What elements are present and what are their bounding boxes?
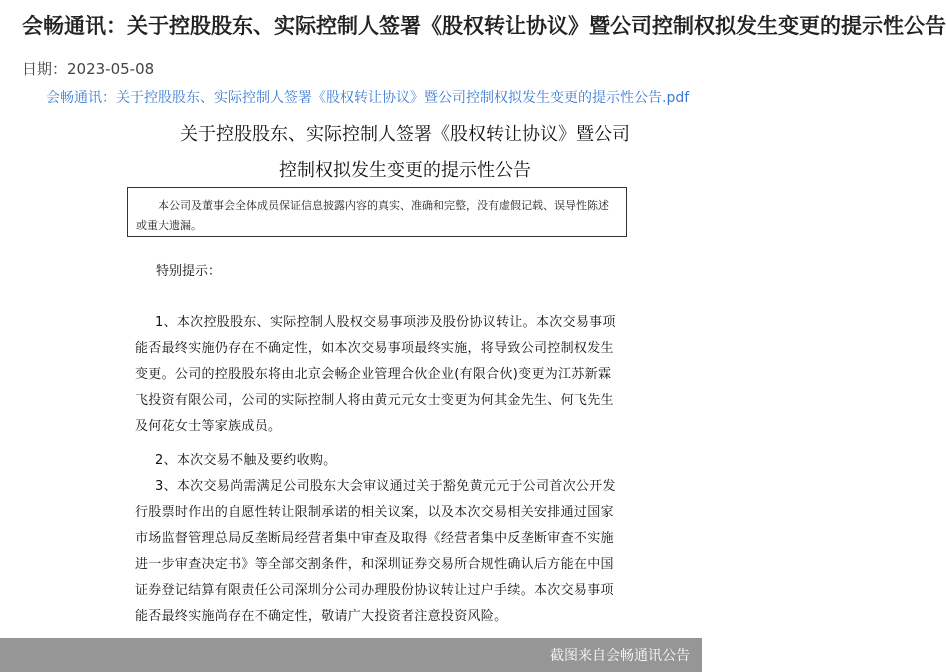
paragraph-3: 3、本次交易尚需满足公司股东大会审议通过关于豁免黄元元于公司首次公开发行股票时作出的自愿性转让限制承诺的相关议案，以及本次交易相关安排通过国家市场监督管理总局反垄断局经营者集中审查及取得《经营者集中反垄断审查不实施进一步审查决定书》等全部交割条件，和深圳证券交易所合规性确认后方能在中国证券登记结算有限责任公司深圳分公司办理股份协议转让过户手续。本次交易事项能否最终实施尚存在不确定性，敬请广大投资者注意投资风险。	[135, 479, 616, 624]
paragraph-1: 1、本次控股股东、实际控制人股权交易事项涉及股份协议转让。本次交易事项能否最终实施仍存在不确定性，如本次交易事项最终实施，将导致公司控制权发生变更。公司的控股股东将由北京会畅企业管理合伙企业(有限合伙)变更为江苏新霖飞投资有限公司，公司的实际控制人将由黄元元女士变更为何其金先生、何飞先生及何花女士等家族成员。	[135, 315, 616, 434]
disclosure-notice-box: 本公司及董事会全体成员保证信息披露内容的真实、准确和完整，没有虚假记载、误导性陈述或重大遗漏。	[127, 187, 627, 237]
document-title-line2: 控制权拟发生变更的提示性公告	[279, 160, 531, 181]
paragraph-2: 2、本次交易不触及要约收购。	[155, 453, 337, 468]
caption-bar	[0, 638, 702, 672]
special-notice-heading: 特别提示：	[156, 264, 222, 279]
publish-date: 日期：2023-05-08	[22, 60, 155, 78]
document-title-line1: 关于控股股东、实际控制人签署《股权转让协议》暨公司	[180, 124, 630, 145]
page-title: 会畅通讯：关于控股股东、实际控制人签署《股权转让协议》暨公司控制权拟发生变更的提示性公告	[22, 14, 946, 38]
document-scan	[100, 112, 702, 672]
caption-text: 截图来自会畅通讯公告	[550, 648, 690, 664]
pdf-attachment-link[interactable]: 会畅通讯：关于控股股东、实际控制人签署《股权转让协议》暨公司控制权拟发生变更的提示性公告.pdf	[46, 90, 690, 106]
